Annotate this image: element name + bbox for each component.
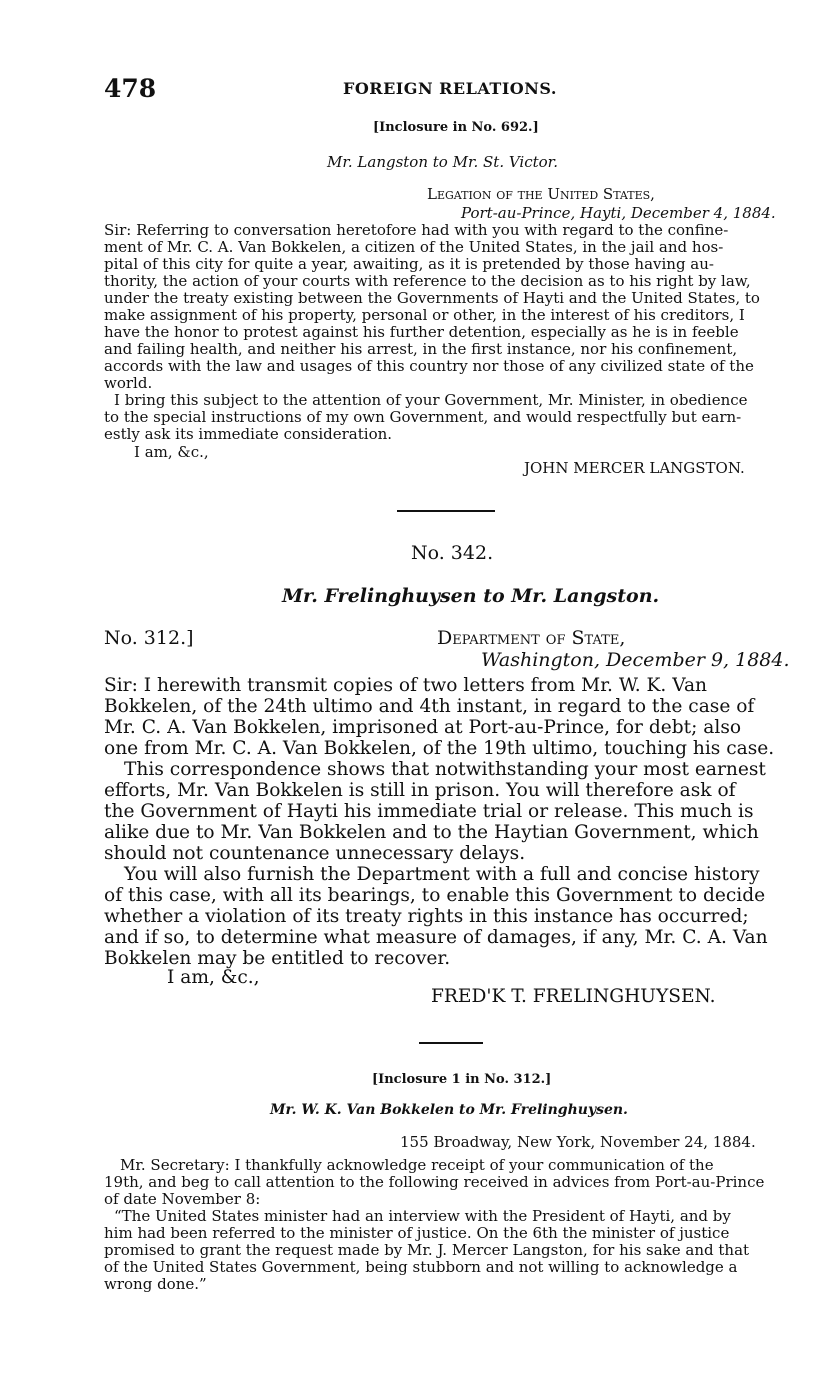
- body-line: 19th, and beg to call attention to the following received in advices from Port-au-Prince: [104, 1173, 765, 1191]
- body-line: You will also furnish the Department with a full and concise history: [124, 864, 760, 885]
- body-line: Sir: I herewith transmit copies of two letters from Mr. W. K. Van: [104, 675, 708, 696]
- body-line: thority, the action of your courts with reference to the decision as to his right by law,: [104, 272, 751, 290]
- body-line: Mr. C. A. Van Bokkelen, imprisoned at Port-au-Prince, for debt; also: [104, 717, 742, 738]
- letter-heading: Mr. Frelinghuysen to Mr. Langston.: [282, 585, 660, 607]
- body-line: estly ask its immediate consideration.: [104, 425, 393, 443]
- body-line: I bring this subject to the attention of your Government, Mr. Minister, in obedience: [114, 391, 748, 409]
- body-line: of the United States Government, being stubborn and not willing to acknowledge a: [104, 1258, 738, 1276]
- body-line: accords with the law and usages of this country nor those of any civilized state of the: [104, 357, 754, 375]
- body-line: promised to grant the request made by Mr. J. Mercer Langston, for his sake and that: [104, 1241, 750, 1259]
- body-line: make assignment of his property, personal or other, in the interest of his creditors, I: [104, 306, 745, 324]
- body-line: have the honor to protest against his further detention, especially as he is in feeble: [104, 323, 739, 341]
- body-line: the Government of Hayti his immediate trial or release. This much is: [104, 801, 754, 822]
- body-line: and failing health, and neither his arrest, in the first instance, nor his confinement,: [104, 340, 738, 358]
- body-line: This correspondence shows that notwithstanding your most earnest: [124, 759, 766, 780]
- body-line: Mr. Secretary: I thankfully acknowledge receipt of your communication of the: [120, 1156, 714, 1174]
- body-line: Bokkelen may be entitled to recover.: [104, 948, 451, 969]
- reference-number: No. 312.]: [104, 627, 194, 649]
- letter-date: Port-au-Prince, Hayti, December 4, 1884.: [461, 204, 776, 222]
- inclosure-label: [Inclosure in No. 692.]: [373, 120, 539, 135]
- inclosure-label: [Inclosure 1 in No. 312.]: [372, 1072, 552, 1087]
- body-line: of this case, with all its bearings, to enable this Government to decide: [104, 885, 766, 906]
- divider: [397, 510, 495, 512]
- letter-body: [104, 222, 760, 443]
- running-title: FOREIGN RELATIONS.: [343, 79, 557, 98]
- page-number: 478: [104, 74, 157, 103]
- body-line: pital of this city for quite a year, awaiting, as it is pretended by those having au-: [104, 255, 714, 273]
- body-line: should not countenance unnecessary delays.: [104, 843, 526, 864]
- body-line: Sir: Referring to conversation heretofore had with you with regard to the confine-: [104, 221, 729, 239]
- document-number: No. 342.: [411, 542, 494, 564]
- divider: [419, 1042, 483, 1044]
- letter-heading: Mr. W. K. Van Bokkelen to Mr. Frelinghuysen.: [270, 1102, 628, 1118]
- letter-place: Department of State,: [437, 627, 626, 649]
- body-line: of date November 8:: [104, 1190, 261, 1208]
- body-line: one from Mr. C. A. Van Bokkelen, of the 19th ultimo, touching his case.: [104, 738, 775, 759]
- body-line: Bokkelen, of the 24th ultimo and 4th instant, in regard to the case of: [104, 696, 755, 717]
- body-line: him had been referred to the minister of justice. On the 6th the minister of justice: [104, 1224, 730, 1242]
- letter-signature: JOHN MERCER LANGSTON.: [524, 459, 745, 477]
- letter-body: [104, 675, 774, 969]
- letter-signature: FRED'K T. FRELINGHUYSEN.: [431, 986, 716, 1007]
- letter-closing: I am, &c.,: [167, 967, 260, 988]
- body-line: wrong done.”: [104, 1275, 207, 1293]
- body-line: under the treaty existing between the Governments of Hayti and the United States, to: [104, 289, 760, 307]
- body-line: and if so, to determine what measure of damages, if any, Mr. C. A. Van: [104, 927, 768, 948]
- letter-date: Washington, December 9, 1884.: [481, 649, 790, 671]
- letter-heading: Mr. Langston to Mr. St. Victor.: [327, 153, 558, 171]
- letter-place: Legation of the United States,: [427, 185, 655, 203]
- letter-address: 155 Broadway, New York, November 24, 1884.: [400, 1133, 756, 1151]
- body-line: to the special instructions of my own Government, and would respectfully but earn-: [104, 408, 742, 426]
- body-line: efforts, Mr. Van Bokkelen is still in prison. You will therefore ask of: [104, 780, 736, 801]
- letter-body: [104, 1157, 764, 1293]
- body-line: alike due to Mr. Van Bokkelen and to the Haytian Government, which: [104, 822, 759, 843]
- body-line: whether a violation of its treaty rights in this instance has occurred;: [104, 906, 749, 927]
- body-line: ment of Mr. C. A. Van Bokkelen, a citizen of the United States, in the jail and hos-: [104, 238, 724, 256]
- body-line: “The United States minister had an interview with the President of Hayti, and by: [114, 1207, 731, 1225]
- body-line: world.: [104, 374, 153, 392]
- letter-closing: I am, &c.,: [134, 443, 209, 461]
